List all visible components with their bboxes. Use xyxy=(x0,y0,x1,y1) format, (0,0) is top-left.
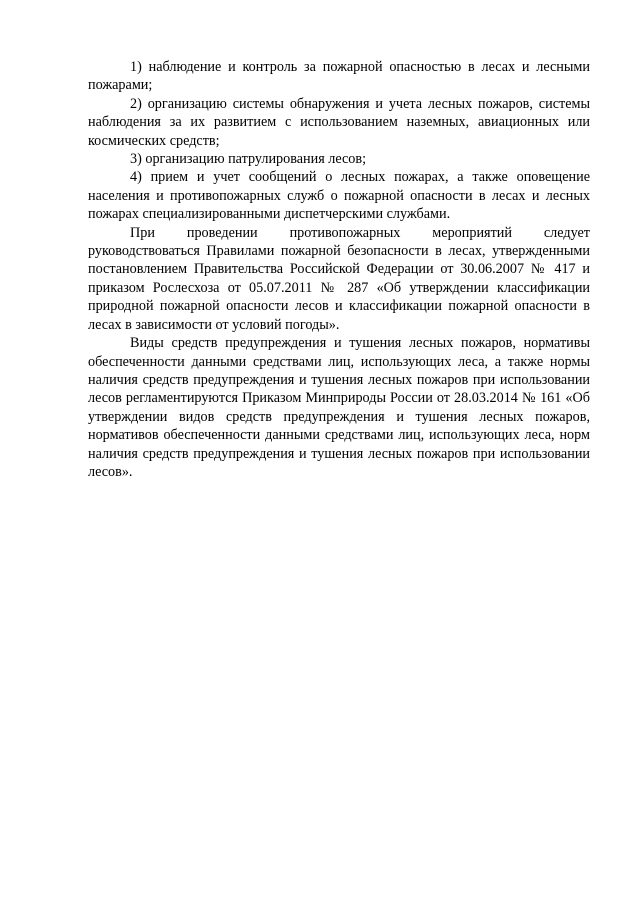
list-item-monitoring: 1) наблюдение и контроль за пожарной опасностью в лесах и лесными пожарами; xyxy=(88,59,590,94)
paragraph-fire-safety-rules: При проведении противопожарных мероприятий следует руководствоваться Правилами пожарной безопасности в лесах, утвержденными постановлением Правительства Российской Федерации от 30.06.2007 № 417 и приказом Рослесхоза от 05.07.2011 № 287 «Об утверждении классификации природной пожарной опасности лесов и классификации пожарной опасности в лесах в зависимости от условий погоды». xyxy=(88,224,590,333)
paragraph-fire-equipment-norms: Виды средств предупреждения и тушения лесных пожаров, нормативы обеспеченности данными средствами лиц, использующих леса, а также нормы наличия средств предупреждения и тушения лесных пожаров при использовании лесов регламентируются Приказом Минприроды России от 28.03.2014 № 161 «Об утверждении видов средств предупреждения и тушения лесных пожаров, нормативов обеспеченности данными средствами лиц, использующих леса, норм наличия средств предупреждения и тушения лесных пожаров при использовании лесов». xyxy=(88,335,590,480)
list-item-patrolling: 3) организацию патрулирования лесов; xyxy=(130,151,367,168)
document-page xyxy=(88,58,590,481)
list-item-detection-system: 2) организацию системы обнаружения и учета лесных пожаров, системы наблюдения за их развитием с использованием наземных, авиационных или космических средств; xyxy=(88,95,590,149)
list-item-reporting: 4) прием и учет сообщений о лесных пожарах, а также оповещение населения и противопожарных служб о пожарной опасности в лесах и лесных пожарах специализированными диспетчерскими службами. xyxy=(88,169,590,223)
